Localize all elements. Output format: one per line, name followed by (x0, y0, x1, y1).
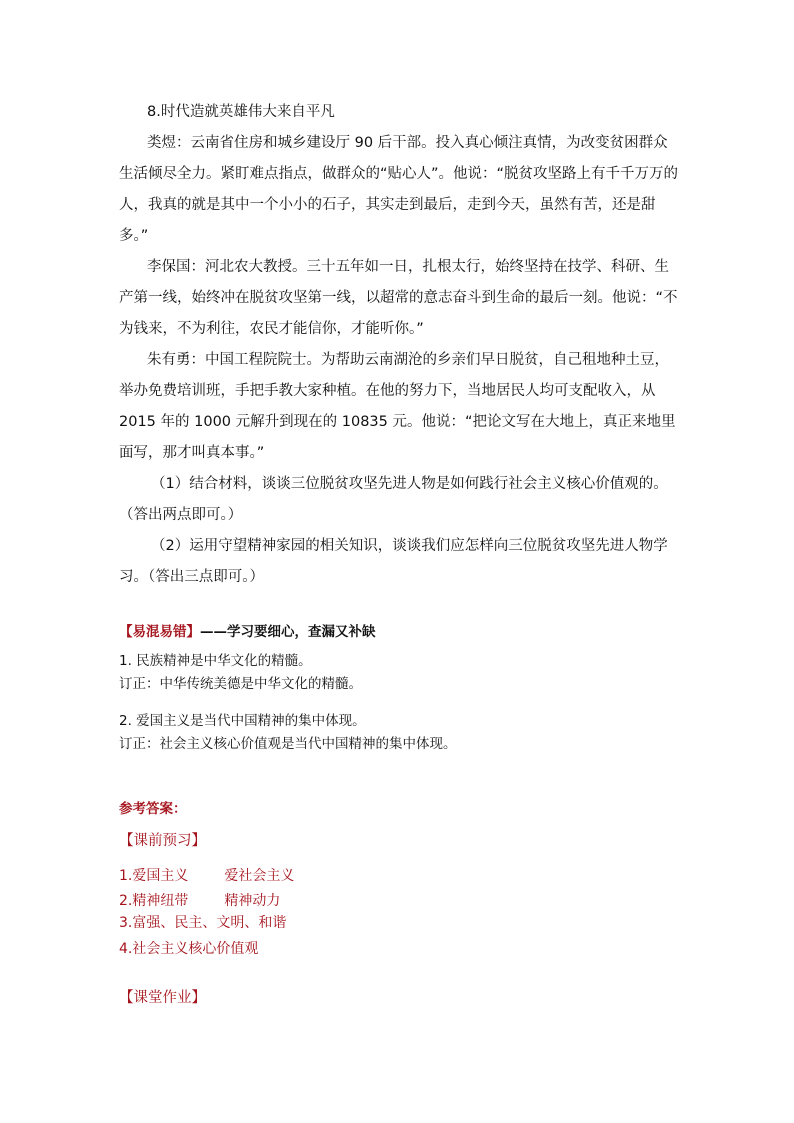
confusion-header (0, 621, 794, 644)
answer-1b: 爱社会主义 (224, 868, 295, 884)
person-1-text: ：云南省住房和城乡建设厅 90 后干部。投入真心倾注真情，为改变贫困群众生活倾尽全力。紧盯难点指点，做群众的“贴心人”。他说：“脱贫攻坚路上有千千万万的人，我真的就是其中一个小小的石子，其实走到最后，走到今天，虽然有苦，还是甜多。” (119, 135, 679, 244)
question-8 (0, 97, 794, 593)
person-2-name: 李保国 (147, 259, 191, 275)
person-3-text: ：中国工程院院士。为帮助云南湖沧的乡亲们早日脱贫，自己租地种土豆，举办免费培训班，手把手教大家种植。在他的努力下，当地居民人均可支配收入，从 2015 年的 1000 元解升到现在的 10835 元。他说：“把论文写在大地上，真正来地里面写，那才叫真本事。” (119, 352, 676, 461)
preview-header: 【课前预习】 (119, 833, 206, 849)
confusion-header-bracket: 【易混易错】 (119, 624, 200, 640)
person-3-paragraph (0, 345, 679, 469)
answers-section (0, 798, 794, 1010)
homework-header: 【课堂作业】 (119, 990, 206, 1006)
answer-line-2 (0, 889, 794, 913)
answer-2a: 2.精神纽带 (119, 893, 189, 909)
answer-line-1 (0, 863, 794, 889)
confusion-section (0, 621, 794, 756)
confusion-item-1-statement: 1. 民族精神是中华文化的精髓。 (119, 653, 312, 669)
person-1-name: 类煜 (147, 135, 176, 151)
answer-line-4: 4.社会主义核心价值观 (119, 941, 259, 957)
confusion-header-rest: ——学习要细心，查漏又补缺 (200, 624, 376, 640)
answer-1a: 1.爱国主义 (119, 868, 189, 884)
question-title: 8.时代造就英雄伟大来自平凡 (147, 104, 335, 120)
person-3-name: 朱有勇 (147, 352, 191, 368)
person-2-text: ：河北农大教授。三十五年如一日，扎根太行，始终坚持在技学、科研、生产第一线，始终冲在脱贫攻坚第一线，以超常的意志奋斗到生命的最后一刻。他说：“不为钱来，不为利往，农民才能信你，才能听你。” (119, 259, 678, 337)
answer-line-3: 3.富强、民主、文明、和谐 (119, 915, 287, 931)
answers-title: 参考答案： (119, 801, 187, 817)
confusion-item-2-statement: 2. 爱国主义是当代中国精神的集中体现。 (119, 713, 366, 729)
sub-question-2: （2）运用守望精神家园的相关知识，谈谈我们应怎样向三位脱贫攻坚先进人物学习。（答出三点即可。） (119, 538, 668, 585)
answer-2b: 精神动力 (224, 893, 281, 909)
person-2-paragraph (0, 252, 679, 345)
confusion-item-2-fix: 订正：社会主义核心价值观是当代中国精神的集中体现。 (119, 736, 457, 752)
sub-question-1: （1）结合材料，谈谈三位脱贫攻坚先进人物是如何践行社会主义核心价值观的。（答出两点即可。） (119, 476, 668, 523)
confusion-item-1-fix: 订正：中华传统美德是中华文化的精髓。 (119, 676, 362, 692)
person-1-paragraph (0, 128, 679, 252)
